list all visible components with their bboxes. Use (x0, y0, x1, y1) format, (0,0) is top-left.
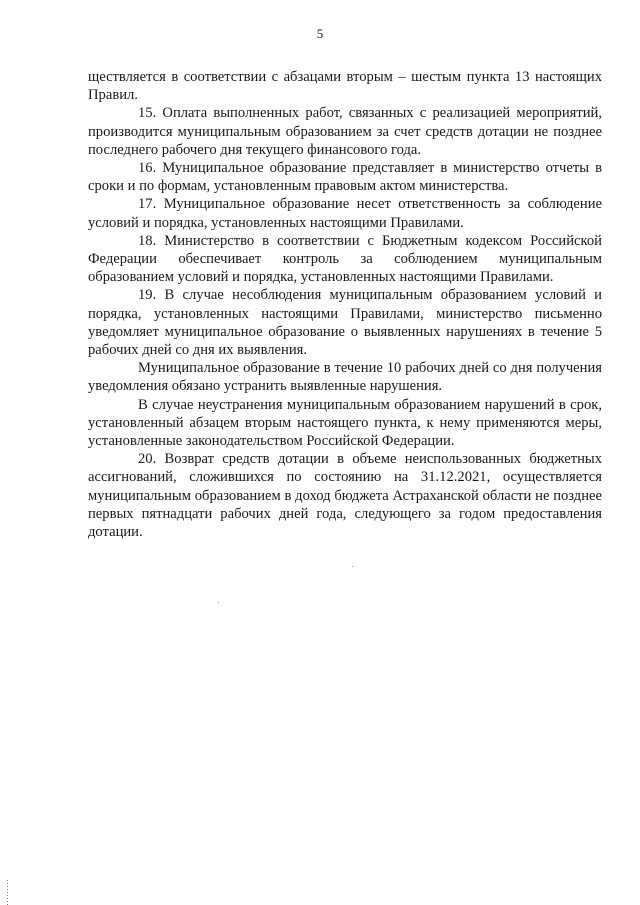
scan-speck (352, 566, 353, 567)
paragraph-item-19-second: Муниципальное образование в течение 10 рабочих дней со дня получения уведомления обязано устранить выявленные нарушения. (88, 360, 602, 395)
paragraph-item-18: 18. Министерство в соответствии с Бюджетным кодексом Российской Федерации обеспечивает контроль за соблюдением муниципальным образованием условий и порядка, установленных настоящими Правилами. (88, 232, 602, 286)
paragraph-item-17: 17. Муниципальное образование несет ответственность за соблюдение условий и порядка, установленных настоящими Правилами. (88, 196, 602, 231)
paragraph-continuation: ществляется в соответствии с абзацами вторым – шестым пункта 13 настоящих Правил. (88, 69, 602, 104)
paragraph-item-20: 20. Возврат средств дотации в объеме неиспользованных бюджетных ассигнований, сложившихся по состоянию на 31.12.2021, осуществляется муниципальным образованием в доход бюджета Астраханской области не позднее первых пятнадцати рабочих дней года, следующего за годом предоставления дотации. (88, 451, 602, 541)
paragraph-item-15: 15. Оплата выполненных работ, связанных с реализацией мероприятий, производится муниципальным образованием за счет средств дотации не позднее последнего рабочего дня текущего финансового года. (88, 105, 602, 158)
scan-speck (218, 602, 219, 603)
page-number: 5 (316, 26, 324, 41)
paragraph-item-19: 19. В случае несоблюдения муниципальным образованием условий и порядка, установленных настоящими Правилами, министерство письменно уведомляет муниципальное образование о выявленных нарушениях в течение 5 рабочих дней со дня их выявления. (88, 287, 602, 359)
paragraph-item-19-third: В случае неустранения муниципальным образованием нарушений в срок, установленный абзацем вторым настоящего пункта, к нему применяются меры, установленные законодательством Российской Федерации. (88, 396, 602, 450)
paragraph-item-16: 16. Муниципальное образование представляет в министерство отчеты в сроки и по формам, установленным правовым актом министерства. (88, 160, 602, 195)
document-body (88, 68, 602, 541)
scan-edge-marks (7, 880, 8, 905)
